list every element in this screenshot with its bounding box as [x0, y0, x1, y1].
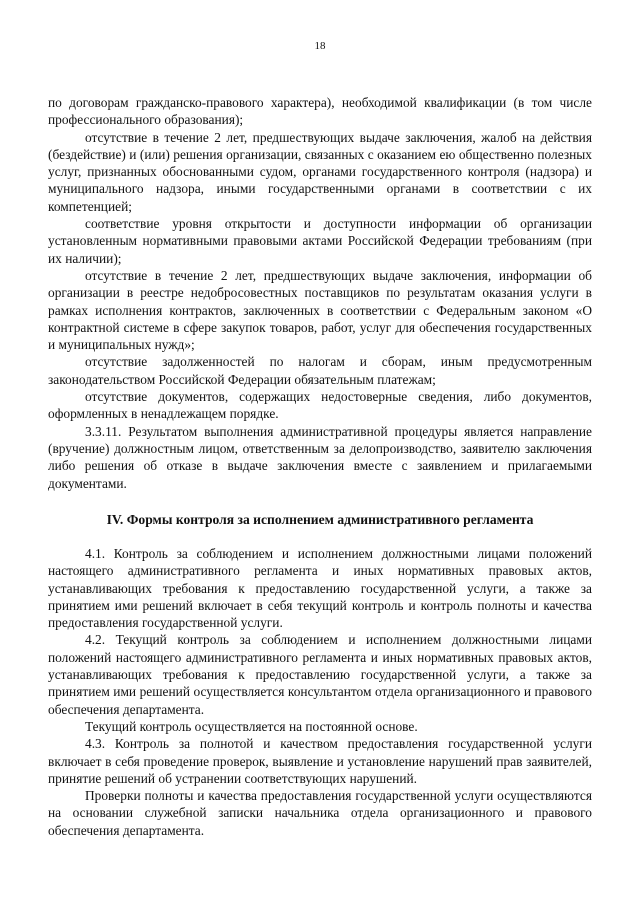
paragraph: Проверки полноты и качества предоставления государственной услуги осуществляются на основании служебной записки начальника отдела организационного и правового обеспечения департамента.: [48, 788, 592, 838]
paragraph: 4.1. Контроль за соблюдением и исполнением должностными лицами положений настоящего административного регламента и иных нормативных правовых актов, устанавливающих требования к предоставлению государственной услуги, а также за принятием ими решений включает в себя текущий контроль и контроль полноты и качества предоставления государственной услуги.: [48, 546, 592, 631]
paragraph: 4.2. Текущий контроль за соблюдением и исполнением должностными лицами положений настоящего административного регламента и иных нормативных правовых актов, устанавливающих требования к предоставлению государственной услуги, а также за принятием ими решений осуществляется консультантом отдела организационного и правового обеспечения департамента.: [48, 632, 592, 717]
section-heading: IV. Формы контроля за исполнением административного регламента: [106, 512, 534, 527]
paragraph: отсутствие задолженностей по налогам и сборам, иным предусмотренным законодательством Российской Федерации обязательным платежам;: [48, 354, 592, 387]
paragraph: по договорам гражданско-правового характера), необходимой квалификации (в том числе профессионального образования);: [48, 95, 592, 128]
paragraph: отсутствие в течение 2 лет, предшествующих выдаче заключения, жалоб на действия (бездействие) и (или) решения организации, связанных с оказанием ею общественно полезных услуг, признанных обоснованными судом, органами государственного контроля (надзора) и муниципального надзора, иными государственными органами в соответствии с их компетенцией;: [48, 129, 592, 214]
paragraph: Текущий контроль осуществляется на постоянной основе.: [85, 718, 418, 734]
paragraph: 4.3. Контроль за полнотой и качеством предоставления государственной услуги включает в себя проведение проверок, выявление и установление нарушений прав заявителей, принятие решений об устранении соответствующих нарушений.: [48, 736, 592, 786]
paragraph: отсутствие документов, содержащих недостоверные сведения, либо документов, оформленных в ненадлежащем порядке.: [48, 389, 592, 422]
paragraph: отсутствие в течение 2 лет, предшествующих выдаче заключения, информации об организации в реестре недобросовестных поставщиков по результатам оказания услуги в рамках исполнения контрактов, заключенных в соответствии с Федеральным законом «О контрактной системе в сфере закупок товаров, работ, услуг для обеспечения государственных и муниципальных нужд»;: [48, 267, 592, 353]
section-iv: [48, 545, 592, 839]
section-top: [48, 94, 592, 492]
section-iv-heading-block: [48, 511, 592, 528]
page-number: 18: [314, 40, 326, 52]
paragraph: соответствие уровня открытости и доступности информации об организации установленным нормативными правовыми актами Российской Федерации требованиям (при их наличии);: [48, 216, 592, 266]
paragraph: 3.3.11. Результатом выполнения административной процедуры является направление (вручение) должностным лицом, ответственным за делопроизводство, заявителю заключения либо решения об отказе в выдаче заключения вместе с заявлением и прилагаемыми документами.: [48, 423, 592, 491]
